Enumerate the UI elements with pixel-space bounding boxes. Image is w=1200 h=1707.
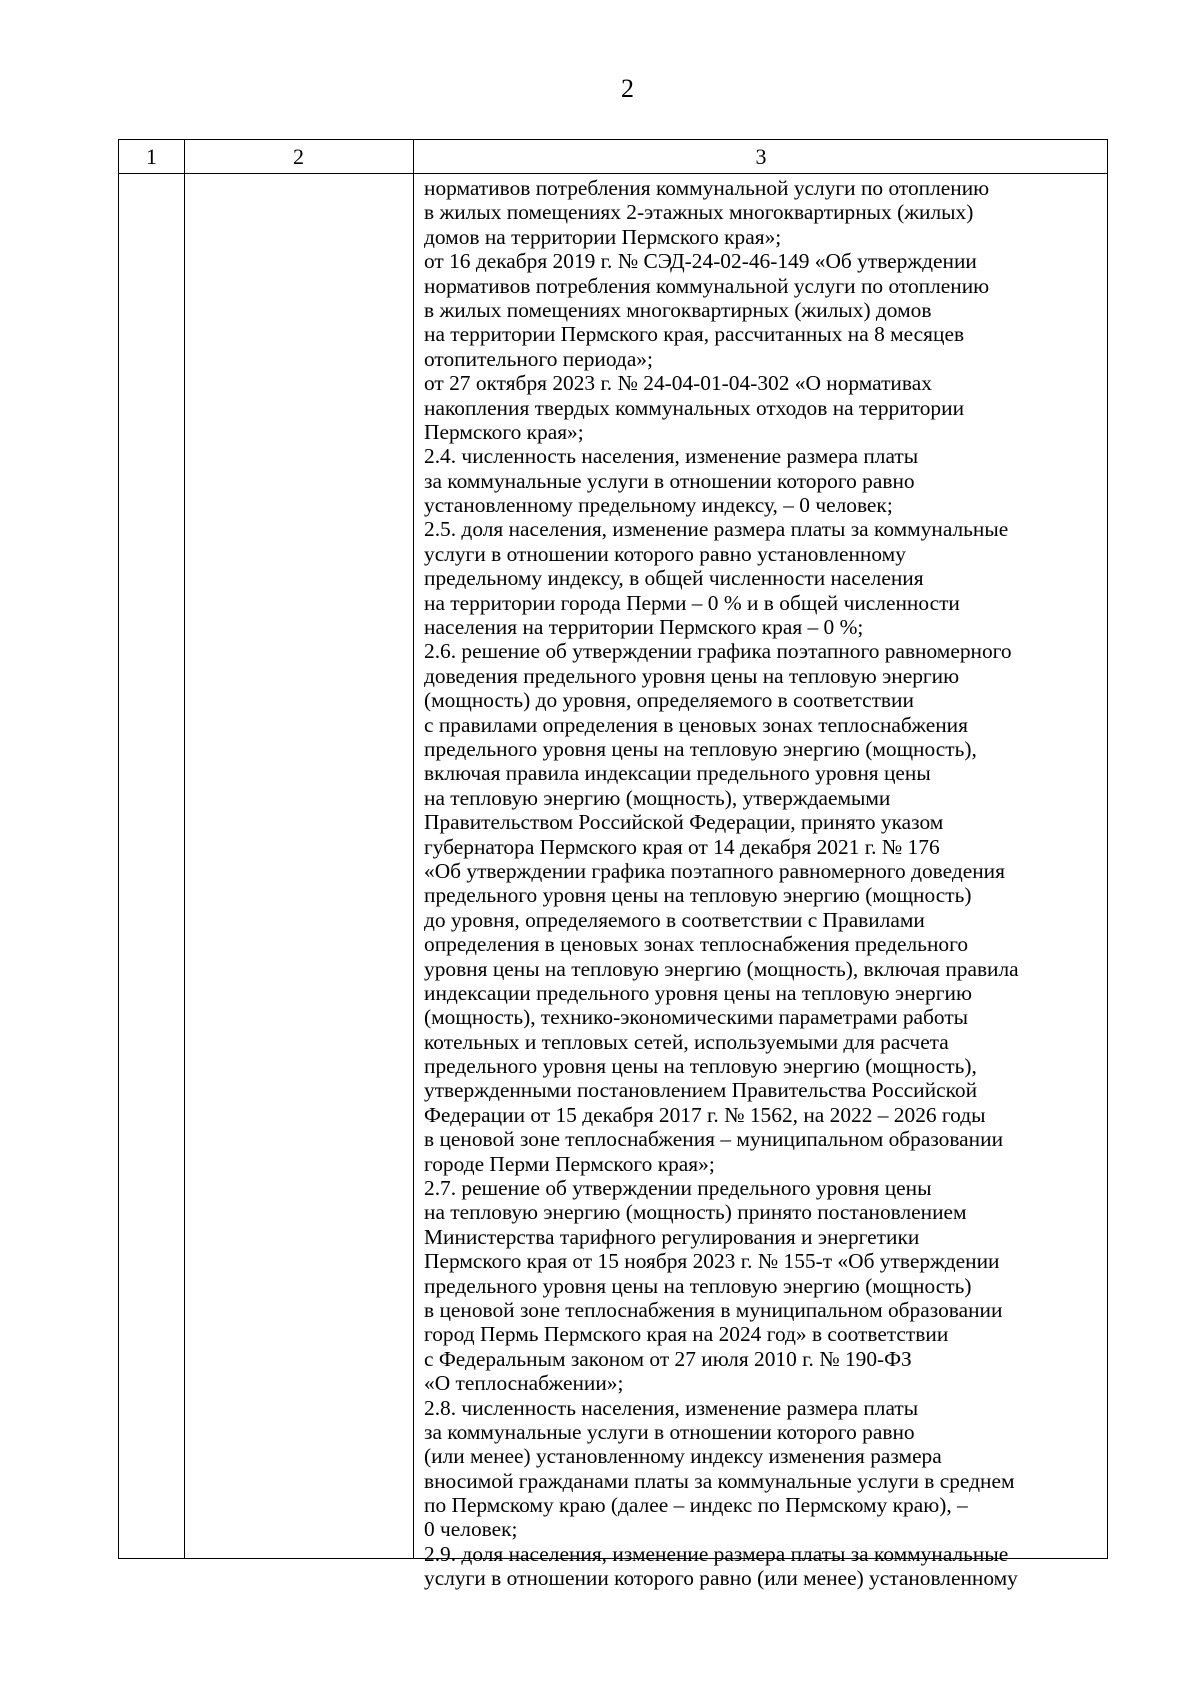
text-line: населения на территории Пермского края – 0 %; [424, 615, 864, 640]
text-line: отопительного периода»; [424, 346, 653, 371]
text-line: от 27 октября 2023 г. № 24-04-01-04-302 «О нормативах [424, 371, 932, 396]
text-line: (или менее) установленному индексу изменения размера [424, 1444, 942, 1469]
text-line: 2.8. численность населения, изменение размера платы [424, 1395, 919, 1420]
text-line: городе Перми Пермского края»; [424, 1151, 715, 1176]
text-line: за коммунальные услуги в отношении которого равно [424, 468, 915, 493]
text-line: в ценовой зоне теплоснабжения в муниципальном образовании [424, 1297, 1003, 1322]
header-cell-3: 3 [755, 144, 767, 169]
text-line: 2.9. доля населения, изменение размера платы за коммунальные [424, 1541, 1009, 1566]
text-line: в жилых помещениях 2-этажных многоквартирных (жилых) [424, 200, 974, 225]
text-line: домов на территории Пермского края»; [424, 224, 782, 249]
text-line: предельного уровня цены на тепловую энергию (мощность) [424, 1273, 972, 1298]
text-line: «О теплоснабжении»; [424, 1371, 624, 1396]
text-line: Федерации от 15 декабря 2017 г. № 1562, на 2022 – 2026 годы [424, 1102, 986, 1127]
text-line: «Об утверждении графика поэтапного равномерного доведения [424, 858, 1005, 883]
text-line: на территории Пермского края, рассчитанных на 8 месяцев [424, 322, 965, 347]
text-line: Пермского края от 15 ноября 2023 г. № 155-т «Об утверждении [424, 1249, 1000, 1274]
text-line: город Пермь Пермского края на 2024 год» в соответствии [424, 1322, 949, 1347]
text-line: 2.4. численность населения, изменение размера платы [424, 444, 919, 469]
text-line: за коммунальные услуги в отношении которого равно [424, 1419, 915, 1444]
text-line: предельного уровня цены на тепловую энергию (мощность), [424, 1054, 977, 1079]
text-line: определения в ценовых зонах теплоснабжения предельного [424, 932, 969, 957]
text-line: 0 человек; [424, 1517, 518, 1542]
page-number: 2 [621, 74, 634, 103]
column-divider-1 [184, 140, 185, 1558]
column-divider-2 [413, 140, 414, 1558]
document-table [118, 139, 1108, 1591]
text-line: в ценовой зоне теплоснабжения – муниципальном образовании [424, 1127, 1004, 1152]
text-line: установленному предельному индексу, – 0 человек; [424, 493, 893, 518]
text-line: от 16 декабря 2019 г. № СЭД-24-02-46-149 «Об утверждении [424, 249, 977, 274]
text-line: услуги в отношении которого равно (или менее) установленному [424, 1566, 1018, 1591]
text-line: накопления твердых коммунальных отходов на территории [424, 395, 965, 420]
text-line: в жилых помещениях многоквартирных (жилых) домов [424, 297, 932, 322]
text-line: 2.7. решение об утверждении предельного уровня цены [424, 1176, 932, 1201]
text-line: (мощность), технико-экономическими параметрами работы [424, 1005, 969, 1030]
text-line: на тепловую энергию (мощность) принято постановлением [424, 1200, 967, 1225]
text-line: вносимой гражданами платы за коммунальные услуги в среднем [424, 1468, 1015, 1493]
text-line: Министерства тарифного регулирования и энергетики [424, 1224, 920, 1249]
text-line: на территории города Перми – 0 % и в общей численности [424, 590, 960, 615]
text-line: 2.5. доля населения, изменение размера платы за коммунальные [424, 517, 1009, 542]
text-line: утвержденными постановлением Правительства Российской [424, 1078, 978, 1103]
header-cell-2: 2 [293, 144, 304, 169]
text-line: на тепловую энергию (мощность), утверждаемыми [424, 785, 891, 810]
text-line: Правительством Российской Федерации, принято указом [424, 810, 944, 835]
text-line: услуги в отношении которого равно установленному [424, 541, 906, 566]
text-line: включая правила индексации предельного уровня цены [424, 761, 931, 786]
text-line: с правилами определения в ценовых зонах теплоснабжения [424, 712, 968, 737]
header-cell-1: 1 [146, 144, 157, 169]
text-line: (мощность) до уровня, определяемого в соответствии [424, 688, 914, 713]
text-line: по Пермскому краю (далее – индекс по Пермскому краю), – [424, 1493, 968, 1518]
table-header-row [119, 140, 1107, 174]
text-line: до уровня, определяемого в соответствии с Правилами [424, 907, 925, 932]
text-line: доведения предельного уровня цены на тепловую энергию [424, 663, 960, 688]
text-line: нормативов потребления коммунальной услуги по отоплению [424, 176, 990, 200]
text-line: губернатора Пермского края от 14 декабря 2021 г. № 176 [424, 834, 940, 859]
text-line: 2.6. решение об утверждении графика поэтапного равномерного [424, 639, 1012, 664]
text-line: предельного уровня цены на тепловую энергию (мощность) [424, 883, 972, 908]
text-line: уровня цены на тепловую энергию (мощность), включая правила [424, 956, 1019, 981]
text-line: с Федеральным законом от 27 июля 2010 г. № 190-ФЗ [424, 1346, 912, 1371]
column-3-content [424, 176, 1114, 1591]
text-line: предельного уровня цены на тепловую энергию (мощность), [424, 736, 977, 761]
text-line: Пермского края»; [424, 419, 584, 444]
text-line: предельному индексу, в общей численности населения [424, 566, 924, 591]
text-line: нормативов потребления коммунальной услуги по отоплению [424, 273, 990, 298]
text-line: котельных и тепловых сетей, используемыми для расчета [424, 1029, 949, 1054]
text-line: индексации предельного уровня цены на тепловую энергию [424, 980, 972, 1005]
